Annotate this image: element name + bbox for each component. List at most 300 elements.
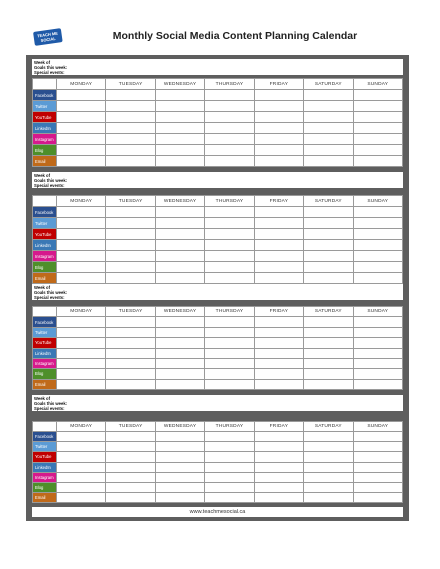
entry-cell[interactable]	[304, 442, 353, 452]
entry-cell[interactable]	[254, 317, 303, 327]
entry-cell[interactable]	[353, 462, 402, 472]
special-events-label: Special events:	[34, 70, 65, 75]
entry-cell[interactable]	[106, 262, 155, 273]
planning-table	[32, 306, 403, 390]
entry-cell[interactable]	[304, 317, 353, 327]
week-of-label: Week of	[34, 285, 50, 290]
goals-label: Goals this week:	[34, 65, 68, 70]
platform-label-linkedin: LinkedIn	[33, 462, 57, 472]
entry-cell[interactable]	[254, 348, 303, 358]
entry-cell[interactable]	[57, 348, 106, 358]
entry-cell[interactable]	[353, 472, 402, 482]
entry-cell[interactable]	[205, 452, 254, 462]
entry-cell[interactable]	[106, 251, 155, 262]
platform-label-email: Email	[33, 379, 57, 389]
week-info-4	[32, 395, 403, 411]
day-header-sunday: SUNDAY	[353, 422, 402, 432]
entry-cell[interactable]	[304, 101, 353, 112]
table-row	[33, 207, 403, 218]
entry-cell[interactable]	[353, 338, 402, 348]
entry-cell[interactable]	[254, 145, 303, 156]
table-row	[33, 134, 403, 145]
entry-cell[interactable]	[106, 112, 155, 123]
entry-cell[interactable]	[106, 482, 155, 492]
entry-cell[interactable]	[254, 432, 303, 442]
entry-cell[interactable]	[57, 145, 106, 156]
platform-label-facebook: Facebook	[33, 90, 57, 101]
entry-cell[interactable]	[304, 90, 353, 101]
entry-cell[interactable]	[155, 338, 204, 348]
table-row	[33, 262, 403, 273]
day-header-saturday: SATURDAY	[304, 196, 353, 207]
entry-cell[interactable]	[205, 348, 254, 358]
table-row	[33, 358, 403, 368]
table-row	[33, 482, 403, 492]
entry-cell[interactable]	[304, 369, 353, 379]
entry-cell[interactable]	[353, 369, 402, 379]
entry-cell[interactable]	[254, 112, 303, 123]
entry-cell[interactable]	[254, 472, 303, 482]
entry-cell[interactable]	[254, 134, 303, 145]
entry-cell[interactable]	[106, 379, 155, 389]
platform-label-instagram: Instagram	[33, 134, 57, 145]
entry-cell[interactable]	[57, 462, 106, 472]
entry-cell[interactable]	[254, 442, 303, 452]
entry-cell[interactable]	[57, 338, 106, 348]
table-row	[33, 218, 403, 229]
planning-table	[32, 195, 403, 284]
entry-cell[interactable]	[155, 134, 204, 145]
entry-cell[interactable]	[155, 240, 204, 251]
table-row	[33, 240, 403, 251]
entry-cell[interactable]	[304, 262, 353, 273]
entry-cell[interactable]	[106, 123, 155, 134]
planning-table	[32, 421, 403, 503]
entry-cell[interactable]	[254, 90, 303, 101]
entry-cell[interactable]	[205, 462, 254, 472]
entry-cell[interactable]	[205, 134, 254, 145]
entry-cell[interactable]	[57, 218, 106, 229]
entry-cell[interactable]	[353, 327, 402, 337]
entry-cell[interactable]	[155, 462, 204, 472]
entry-cell[interactable]	[304, 327, 353, 337]
entry-cell[interactable]	[353, 123, 402, 134]
entry-cell[interactable]	[254, 218, 303, 229]
entry-cell[interactable]	[57, 240, 106, 251]
entry-cell[interactable]	[353, 482, 402, 492]
entry-cell[interactable]	[106, 472, 155, 482]
entry-cell[interactable]	[304, 134, 353, 145]
brand-logo	[31, 26, 65, 50]
entry-cell[interactable]	[57, 134, 106, 145]
entry-cell[interactable]	[254, 207, 303, 218]
entry-cell[interactable]	[353, 145, 402, 156]
day-header-friday: FRIDAY	[254, 196, 303, 207]
day-header-friday: FRIDAY	[254, 307, 303, 317]
platform-label-email: Email	[33, 492, 57, 502]
entry-cell[interactable]	[304, 145, 353, 156]
entry-cell[interactable]	[57, 90, 106, 101]
day-header-monday: MONDAY	[57, 307, 106, 317]
entry-cell[interactable]	[304, 251, 353, 262]
day-header-monday: MONDAY	[57, 79, 106, 90]
entry-cell[interactable]	[205, 123, 254, 134]
entry-cell[interactable]	[106, 338, 155, 348]
entry-cell[interactable]	[155, 472, 204, 482]
entry-cell[interactable]	[155, 207, 204, 218]
entry-cell[interactable]	[57, 101, 106, 112]
entry-cell[interactable]	[106, 442, 155, 452]
special-events-label: Special events:	[34, 183, 65, 188]
entry-cell[interactable]	[205, 432, 254, 442]
entry-cell[interactable]	[155, 218, 204, 229]
entry-cell[interactable]	[57, 112, 106, 123]
entry-cell[interactable]	[353, 240, 402, 251]
entry-cell[interactable]	[57, 432, 106, 442]
entry-cell[interactable]	[304, 229, 353, 240]
entry-cell[interactable]	[155, 348, 204, 358]
entry-cell[interactable]	[353, 90, 402, 101]
entry-cell[interactable]	[254, 101, 303, 112]
entry-cell[interactable]	[205, 240, 254, 251]
goals-label: Goals this week:	[34, 178, 68, 183]
entry-cell[interactable]	[353, 251, 402, 262]
entry-cell[interactable]	[106, 156, 155, 167]
entry-cell[interactable]	[205, 229, 254, 240]
week-grid-1	[32, 78, 403, 167]
entry-cell[interactable]	[106, 492, 155, 502]
entry-cell[interactable]	[106, 90, 155, 101]
entry-cell[interactable]	[57, 251, 106, 262]
entry-cell[interactable]	[254, 123, 303, 134]
day-header-thursday: THURSDAY	[205, 196, 254, 207]
table-row	[33, 123, 403, 134]
week-of-label: Week of	[34, 173, 50, 178]
entry-cell[interactable]	[254, 358, 303, 368]
entry-cell[interactable]	[57, 492, 106, 502]
entry-cell[interactable]	[304, 123, 353, 134]
entry-cell[interactable]	[205, 369, 254, 379]
entry-cell[interactable]	[205, 379, 254, 389]
entry-cell[interactable]	[106, 452, 155, 462]
entry-cell[interactable]	[205, 472, 254, 482]
entry-cell[interactable]	[106, 134, 155, 145]
entry-cell[interactable]	[254, 156, 303, 167]
entry-cell[interactable]	[155, 452, 204, 462]
entry-cell[interactable]	[254, 229, 303, 240]
entry-cell[interactable]	[155, 229, 204, 240]
entry-cell[interactable]	[57, 317, 106, 327]
entry-cell[interactable]	[57, 207, 106, 218]
entry-cell[interactable]	[205, 338, 254, 348]
table-row	[33, 432, 403, 442]
entry-cell[interactable]	[254, 262, 303, 273]
day-header-wednesday: WEDNESDAY	[155, 79, 204, 90]
week-grid-3	[32, 306, 403, 390]
entry-cell[interactable]	[254, 452, 303, 462]
platform-label-blog: Blog	[33, 262, 57, 273]
entry-cell[interactable]	[304, 358, 353, 368]
week-info-3	[32, 284, 403, 300]
entry-cell[interactable]	[106, 317, 155, 327]
entry-cell[interactable]	[205, 156, 254, 167]
entry-cell[interactable]	[155, 442, 204, 452]
day-header-sunday: SUNDAY	[353, 79, 402, 90]
platform-label-email: Email	[33, 273, 57, 284]
platform-label-linkedin: LinkedIn	[33, 123, 57, 134]
entry-cell[interactable]	[155, 432, 204, 442]
entry-cell[interactable]	[353, 112, 402, 123]
table-row	[33, 251, 403, 262]
platform-label-twitter: Twitter	[33, 327, 57, 337]
entry-cell[interactable]	[254, 338, 303, 348]
platform-label-blog: Blog	[33, 145, 57, 156]
entry-cell[interactable]	[304, 452, 353, 462]
entry-cell[interactable]	[57, 229, 106, 240]
entry-cell[interactable]	[57, 379, 106, 389]
day-header-wednesday: WEDNESDAY	[155, 422, 204, 432]
entry-cell[interactable]	[353, 442, 402, 452]
special-events-label: Special events:	[34, 406, 65, 411]
goals-label: Goals this week:	[34, 401, 68, 406]
entry-cell[interactable]	[254, 240, 303, 251]
day-header-friday: FRIDAY	[254, 422, 303, 432]
day-header-tuesday: TUESDAY	[106, 422, 155, 432]
entry-cell[interactable]	[353, 348, 402, 358]
entry-cell[interactable]	[254, 273, 303, 284]
entry-cell[interactable]	[155, 273, 204, 284]
entry-cell[interactable]	[205, 358, 254, 368]
entry-cell[interactable]	[304, 432, 353, 442]
table-row	[33, 369, 403, 379]
entry-cell[interactable]	[205, 145, 254, 156]
entry-cell[interactable]	[57, 442, 106, 452]
corner-cell	[33, 422, 57, 432]
entry-cell[interactable]	[304, 273, 353, 284]
entry-cell[interactable]	[353, 207, 402, 218]
table-row	[33, 452, 403, 462]
entry-cell[interactable]	[106, 327, 155, 337]
week-info-1	[32, 59, 403, 75]
entry-cell[interactable]	[106, 218, 155, 229]
entry-cell[interactable]	[155, 317, 204, 327]
entry-cell[interactable]	[57, 123, 106, 134]
entry-cell[interactable]	[155, 492, 204, 502]
entry-cell[interactable]	[106, 369, 155, 379]
entry-cell[interactable]	[155, 262, 204, 273]
entry-cell[interactable]	[353, 452, 402, 462]
day-header-wednesday: WEDNESDAY	[155, 307, 204, 317]
entry-cell[interactable]	[106, 273, 155, 284]
entry-cell[interactable]	[353, 358, 402, 368]
week-grid-2	[32, 195, 403, 284]
platform-label-twitter: Twitter	[33, 442, 57, 452]
footer-url: www.teachmesocial.ca	[32, 507, 403, 517]
entry-cell[interactable]	[205, 327, 254, 337]
entry-cell[interactable]	[205, 262, 254, 273]
entry-cell[interactable]	[304, 207, 353, 218]
entry-cell[interactable]	[57, 452, 106, 462]
platform-label-twitter: Twitter	[33, 101, 57, 112]
calendar-frame	[26, 55, 409, 521]
entry-cell[interactable]	[304, 112, 353, 123]
entry-cell[interactable]	[155, 145, 204, 156]
day-header-tuesday: TUESDAY	[106, 196, 155, 207]
entry-cell[interactable]	[205, 101, 254, 112]
entry-cell[interactable]	[106, 358, 155, 368]
table-row	[33, 273, 403, 284]
platform-label-facebook: Facebook	[33, 432, 57, 442]
entry-cell[interactable]	[205, 442, 254, 452]
entry-cell[interactable]	[254, 379, 303, 389]
table-row	[33, 90, 403, 101]
entry-cell[interactable]	[353, 101, 402, 112]
entry-cell[interactable]	[304, 338, 353, 348]
corner-cell	[33, 196, 57, 207]
entry-cell[interactable]	[304, 218, 353, 229]
day-header-monday: MONDAY	[57, 196, 106, 207]
platform-label-instagram: Instagram	[33, 472, 57, 482]
entry-cell[interactable]	[304, 156, 353, 167]
platform-label-linkedin: LinkedIn	[33, 240, 57, 251]
day-header-sunday: SUNDAY	[353, 307, 402, 317]
entry-cell[interactable]	[205, 90, 254, 101]
entry-cell[interactable]	[304, 462, 353, 472]
table-row	[33, 472, 403, 482]
entry-cell[interactable]	[106, 240, 155, 251]
day-header-saturday: SATURDAY	[304, 422, 353, 432]
entry-cell[interactable]	[57, 472, 106, 482]
table-row	[33, 442, 403, 452]
entry-cell[interactable]	[155, 379, 204, 389]
entry-cell[interactable]	[205, 112, 254, 123]
entry-cell[interactable]	[155, 358, 204, 368]
day-header-saturday: SATURDAY	[304, 79, 353, 90]
logo-tag: TEACH ME SOCIAL	[33, 28, 63, 46]
platform-label-youtube: YouTube	[33, 452, 57, 462]
entry-cell[interactable]	[304, 240, 353, 251]
entry-cell[interactable]	[106, 145, 155, 156]
table-row	[33, 327, 403, 337]
entry-cell[interactable]	[205, 492, 254, 502]
entry-cell[interactable]	[304, 379, 353, 389]
table-row	[33, 101, 403, 112]
entry-cell[interactable]	[205, 251, 254, 262]
entry-cell[interactable]	[106, 348, 155, 358]
table-row	[33, 112, 403, 123]
platform-label-linkedin: LinkedIn	[33, 348, 57, 358]
entry-cell[interactable]	[57, 358, 106, 368]
entry-cell[interactable]	[155, 156, 204, 167]
entry-cell[interactable]	[57, 369, 106, 379]
table-row	[33, 379, 403, 389]
entry-cell[interactable]	[254, 369, 303, 379]
entry-cell[interactable]	[155, 251, 204, 262]
entry-cell[interactable]	[155, 482, 204, 492]
entry-cell[interactable]	[353, 317, 402, 327]
entry-cell[interactable]	[57, 273, 106, 284]
entry-cell[interactable]	[353, 262, 402, 273]
entry-cell[interactable]	[205, 317, 254, 327]
entry-cell[interactable]	[353, 492, 402, 502]
platform-label-email: Email	[33, 156, 57, 167]
entry-cell[interactable]	[353, 229, 402, 240]
day-header-wednesday: WEDNESDAY	[155, 196, 204, 207]
platform-label-facebook: Facebook	[33, 207, 57, 218]
entry-cell[interactable]	[353, 218, 402, 229]
entry-cell[interactable]	[106, 101, 155, 112]
entry-cell[interactable]	[57, 327, 106, 337]
day-header-thursday: THURSDAY	[205, 79, 254, 90]
platform-label-twitter: Twitter	[33, 218, 57, 229]
entry-cell[interactable]	[304, 482, 353, 492]
entry-cell[interactable]	[155, 90, 204, 101]
entry-cell[interactable]	[57, 262, 106, 273]
entry-cell[interactable]	[353, 379, 402, 389]
entry-cell[interactable]	[353, 432, 402, 442]
platform-label-youtube: YouTube	[33, 338, 57, 348]
entry-cell[interactable]	[304, 492, 353, 502]
entry-cell[interactable]	[155, 327, 204, 337]
table-row	[33, 156, 403, 167]
entry-cell[interactable]	[155, 123, 204, 134]
corner-cell	[33, 79, 57, 90]
week-info-2	[32, 172, 403, 188]
entry-cell[interactable]	[205, 218, 254, 229]
day-header-thursday: THURSDAY	[205, 422, 254, 432]
entry-cell[interactable]	[155, 112, 204, 123]
page-title: Monthly Social Media Content Planning Calendar	[112, 30, 358, 42]
entry-cell[interactable]	[57, 482, 106, 492]
entry-cell[interactable]	[254, 327, 303, 337]
special-events-label: Special events:	[34, 295, 65, 300]
day-header-monday: MONDAY	[57, 422, 106, 432]
table-row	[33, 462, 403, 472]
entry-cell[interactable]	[254, 251, 303, 262]
entry-cell[interactable]	[254, 492, 303, 502]
entry-cell[interactable]	[353, 156, 402, 167]
entry-cell[interactable]	[57, 156, 106, 167]
day-header-sunday: SUNDAY	[353, 196, 402, 207]
table-row	[33, 145, 403, 156]
entry-cell[interactable]	[155, 369, 204, 379]
day-header-tuesday: TUESDAY	[106, 79, 155, 90]
entry-cell[interactable]	[155, 101, 204, 112]
entry-cell[interactable]	[254, 462, 303, 472]
platform-label-blog: Blog	[33, 369, 57, 379]
entry-cell[interactable]	[205, 273, 254, 284]
week-grid-4	[32, 421, 403, 503]
entry-cell[interactable]	[205, 207, 254, 218]
entry-cell[interactable]	[106, 207, 155, 218]
platform-label-youtube: YouTube	[33, 112, 57, 123]
entry-cell[interactable]	[254, 482, 303, 492]
platform-label-instagram: Instagram	[33, 358, 57, 368]
entry-cell[interactable]	[106, 462, 155, 472]
table-row	[33, 317, 403, 327]
planning-table	[32, 78, 403, 167]
entry-cell[interactable]	[353, 273, 402, 284]
table-row	[33, 229, 403, 240]
entry-cell[interactable]	[304, 472, 353, 482]
platform-label-youtube: YouTube	[33, 229, 57, 240]
entry-cell[interactable]	[353, 134, 402, 145]
entry-cell[interactable]	[106, 229, 155, 240]
entry-cell[interactable]	[106, 432, 155, 442]
entry-cell[interactable]	[205, 482, 254, 492]
entry-cell[interactable]	[304, 348, 353, 358]
week-of-label: Week of	[34, 396, 50, 401]
